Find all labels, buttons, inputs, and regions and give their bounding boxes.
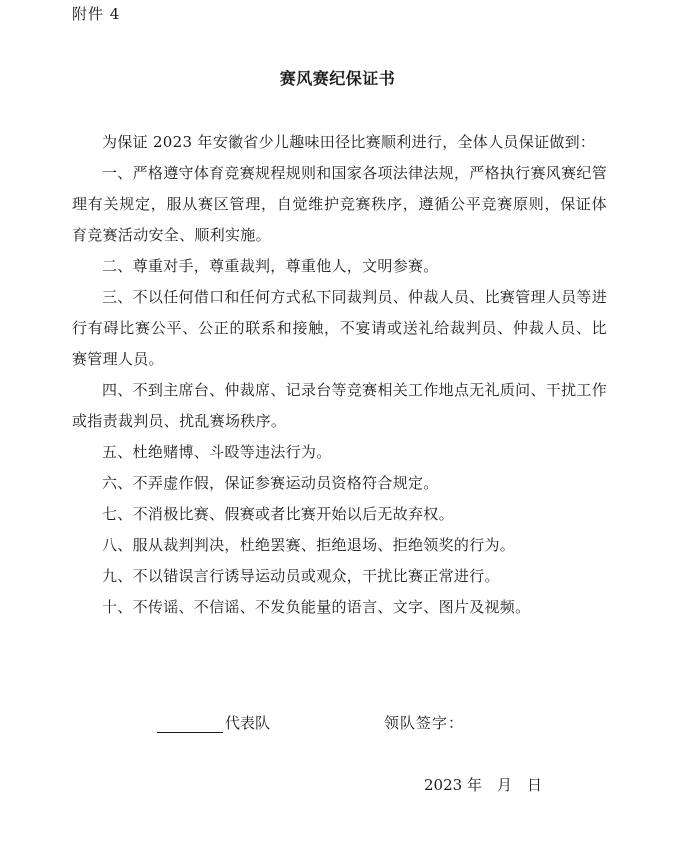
date-day: 日 — [527, 776, 543, 794]
clause-1: 一、严格遵守体育竞赛规程规则和国家各项法律法规，严格执行赛风赛纪管理有关规定，服从赛区管理，自觉维护竞赛秩序，遵循公平竞赛原则，保证体育竞赛活动安全、顺利实施。 — [72, 164, 607, 244]
document-title: 赛风赛纪保证书 — [279, 69, 396, 88]
team-suffix-label: 代表队 — [225, 714, 271, 732]
clause-4: 四、不到主席台、仲裁席、记录台等竞赛相关工作地点无礼质问、干扰工作或指责裁判员、扰乱赛场秩序。 — [72, 381, 607, 430]
clause-7: 七、不消极比赛、假赛或者比赛开始以后无故弃权。 — [102, 505, 454, 523]
clause-6: 六、不弄虚作假，保证参赛运动员资格符合规定。 — [102, 474, 439, 492]
clause-2: 二、尊重对手，尊重裁判，尊重他人，文明参赛。 — [102, 257, 439, 275]
attachment-label: 附件 4 — [72, 5, 121, 23]
intro-paragraph: 为保证 2023 年安徽省少儿趣味田径比赛顺利进行，全体人员保证做到： — [102, 133, 596, 151]
team-name-blank — [157, 715, 223, 733]
date-line — [424, 774, 542, 795]
clause-8: 八、服从裁判判决，杜绝罢赛、拒绝退场、拒绝领奖的行为。 — [102, 536, 516, 554]
team-name-line — [157, 712, 270, 733]
document-body — [72, 127, 607, 623]
clause-10: 十、不传谣、不信谣、不发负能量的语言、文字、图片及视频。 — [102, 598, 531, 616]
signature-label: 领队签字： — [384, 714, 465, 732]
clause-3: 三、不以任何借口和任何方式私下同裁判员、仲裁人员、比赛管理人员等进行有碍比赛公平、公正的联系和接触，不宴请或送礼给裁判员、仲裁人员、比赛管理人员。 — [72, 288, 607, 368]
date-year: 2023 年 — [424, 776, 482, 794]
date-month: 月 — [496, 776, 512, 794]
date-spacer — [512, 774, 527, 795]
clause-5: 五、杜绝赌博、斗殴等违法行为。 — [102, 443, 332, 461]
clause-9: 九、不以错误言行诱导运动员或观众，干扰比赛正常进行。 — [102, 567, 500, 585]
date-spacer — [482, 774, 497, 795]
